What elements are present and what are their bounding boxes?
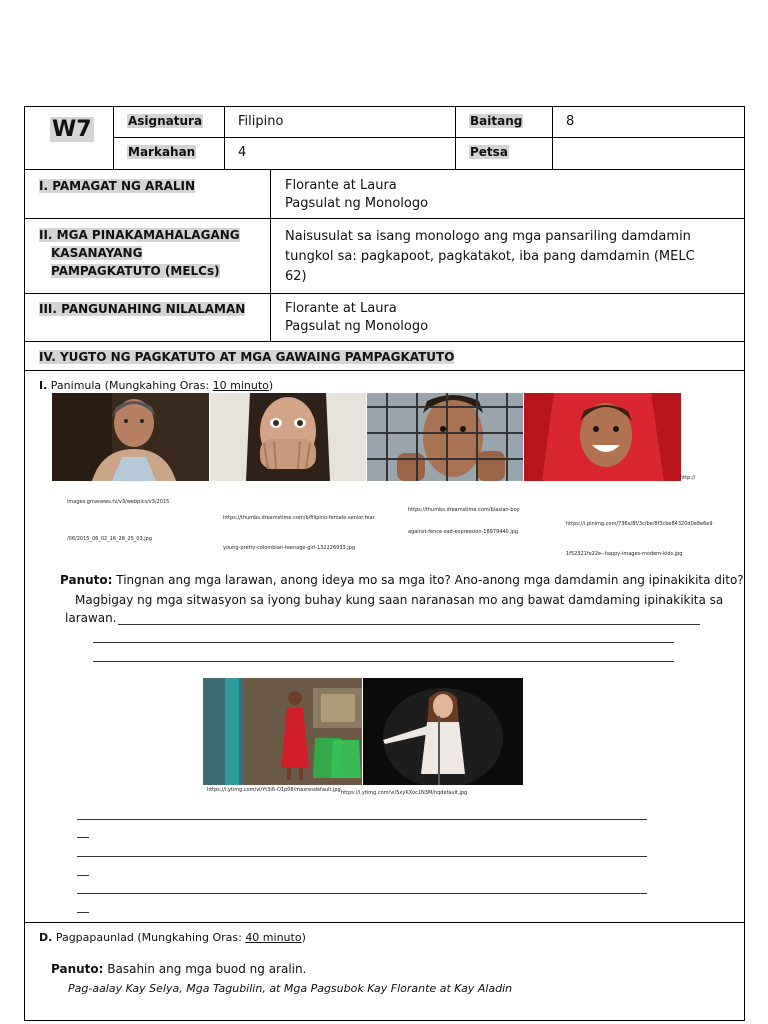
image-source-url: https://i.ytimg.com/vi/5xyKXoc1N3M/hqdefault.jpg [341, 790, 468, 796]
image-source-url: /06/2015_06_02_16_28_25_03.jpg [67, 536, 152, 542]
divider [25, 293, 744, 294]
subject-label: Asignatura [128, 114, 203, 128]
answer-line [77, 875, 89, 876]
quarter-label: Markahan [128, 145, 196, 159]
row-title-value [285, 177, 428, 213]
panuto-label: Panuto: [60, 573, 113, 587]
lesson-summary-titles: Pag-aalay Kay Selya, Mga Tagubilin, at Mga Pagsubok Kay Florante at Kay Aladin [68, 982, 513, 995]
date-label: Petsa [470, 145, 508, 159]
divider [270, 169, 271, 341]
image-source-url: https://i.pinimg.com/736x/8f/3c/be/8f3cbe84320d0e8e6e9 [566, 521, 713, 527]
image-source-url: images.gmanews.tv/v3/webpics/v3/2015 [67, 499, 170, 505]
photo-girl-performing-monologue [203, 678, 362, 785]
image-source-url: https://thumbs.dreamstime.com/b/asian-boy [408, 507, 520, 513]
answer-line [77, 837, 89, 838]
answer-line [77, 893, 647, 894]
answer-line [118, 624, 700, 625]
row-melc-label [39, 226, 240, 280]
panuto-instructions [60, 573, 744, 587]
divider [113, 137, 744, 138]
photo-woman-on-stage [363, 678, 523, 785]
photo-scared-woman [210, 393, 366, 481]
divider [552, 107, 553, 169]
text-line: Florante at Laura [285, 301, 397, 316]
row-content-label: III. PANGUNAHING NILALAMAN [39, 302, 246, 316]
panuto-label: Panuto: [51, 962, 104, 976]
row-content-value [285, 300, 428, 336]
panuto-text: Basahin ang mga buod ng aralin. [103, 962, 307, 976]
text-line: tungkol sa: pagkapoot, pagkatakot, iba pang damdamin (MELC [285, 249, 695, 264]
divider [25, 341, 744, 342]
panuto-text-line: Magbigay ng mga sitwasyon sa iyong buhay kung saan naranasan mo ang bawat damdaming ipinakikita sa [75, 593, 724, 607]
week-badge: W7 [52, 117, 92, 142]
divider [25, 922, 744, 923]
row-melc-value [285, 227, 695, 287]
text-line: KASANAYANG [51, 246, 143, 260]
part-letter: D. [39, 931, 53, 944]
photo-happy-girl [524, 393, 681, 481]
image-source-url: young-pretty-colombian-teenage-girl-132226933.jpg [223, 545, 356, 551]
image-source-url: https://thumbs.dreamstime.com/b/filipino-female-senior-fear [223, 515, 375, 521]
text-line: Naisusulat sa isang monologo ang mga pansariling damdamin [285, 229, 691, 244]
divider [25, 169, 744, 170]
part-title: Pagpapaunlad (Mungkahing Oras: [55, 931, 246, 944]
panuto-text: Tingnan ang mga larawan, anong ideya mo sa mga ito? Ano-anong mga damdamin ang ipinakikita dito? [112, 573, 744, 587]
part-time: 10 minuto [212, 379, 269, 392]
panuto-instructions [51, 962, 306, 976]
divider [25, 370, 744, 371]
image-source-url: 1f52321fe22e--happy-images-modern-kids.jpg [566, 551, 683, 557]
answer-line [93, 642, 674, 643]
part-close: ) [268, 379, 274, 392]
image-source-url: https://i.ytimg.com/vi/Yt3i6-O1p08/maxresdefault.jpg [207, 787, 341, 793]
answer-line [93, 661, 674, 662]
text-line: Florante at Laura [285, 178, 397, 193]
text-line: PAMPAGKATUTO (MELCs) [51, 264, 220, 278]
text-line: 62) [285, 269, 307, 284]
divider [455, 107, 456, 169]
row-title-label: I. PAMAGAT NG ARALIN [39, 179, 196, 193]
image-source-url: http:// [680, 475, 696, 481]
text-line: Pagsulat ng Monologo [285, 196, 429, 211]
part-d-heading [39, 931, 306, 944]
quarter-value: 4 [238, 145, 247, 160]
grade-label: Baitang [470, 114, 523, 128]
answer-line [77, 819, 647, 820]
panuto-text-line: larawan. [65, 611, 117, 625]
lesson-worksheet [24, 106, 745, 1021]
answer-line [77, 856, 647, 857]
subject-value: Filipino [238, 114, 284, 129]
part-i-heading [39, 379, 273, 392]
part-close: ) [301, 931, 306, 944]
divider [113, 107, 114, 169]
answer-line [77, 912, 89, 913]
photo-boy-behind-fence [367, 393, 523, 481]
part-time: 40 minuto [245, 931, 302, 944]
text-line: Pagsulat ng Monologo [285, 319, 429, 334]
photo-elderly-woman [52, 393, 209, 481]
part-letter: I. [39, 379, 48, 392]
text-line: II. MGA PINAKAMAHALAGANG [39, 228, 240, 242]
section-iv-title: IV. YUGTO NG PAGKATUTO AT MGA GAWAING PAMPAGKATUTO [39, 350, 455, 364]
divider [224, 107, 225, 169]
image-source-url: against-fence-sad-expression-18979440.jpg [408, 529, 519, 535]
part-title: Panimula (Mungkahing Oras: [50, 379, 213, 392]
divider [25, 218, 744, 219]
grade-value: 8 [566, 114, 575, 129]
